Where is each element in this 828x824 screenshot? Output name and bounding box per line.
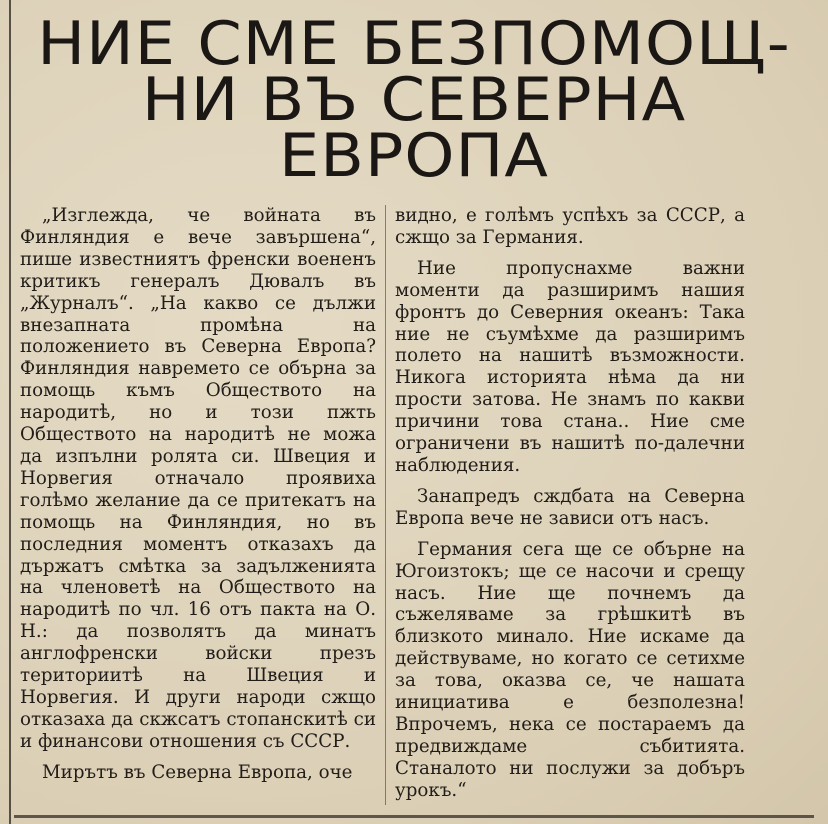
article-column-right: [395, 205, 745, 802]
bottom-border-rule: [14, 815, 814, 818]
paragraph: видно, е голѣмъ успѣхъ за СССР, а сжщо за Германия.: [395, 205, 745, 248]
paragraph: Мирътъ въ Северна Европа, оче: [42, 761, 353, 783]
headline-line-2: НИ ВЪ СЕВЕРНА: [141, 65, 687, 135]
headline-line-3: ЕВРОПА: [279, 121, 549, 191]
article-column-left: [20, 205, 376, 784]
headline-line-1: НИЕ СМЕ БЕЗПОМОЩ-: [37, 9, 791, 79]
column-divider: [385, 205, 386, 805]
paragraph: Ние пропуснахме важни моменти да разширимъ нашия фронтъ до Северния океанъ: Така ние не съумѣхме да разширимъ полето на нашитѣ възможности. Никога историята нѣма да ни прости затова. Не знамъ по какви причини това стана.. Ние сме ограничени въ нашитѣ по-далечни наблюдения.: [395, 257, 745, 476]
paragraph: Занапредъ сждбата на Северна Европа вече не зависи отъ насъ.: [395, 485, 745, 529]
headline: [0, 9, 828, 191]
paragraph: Германия сега ще се обърне на Югоизтокъ; ще се насочи и срещу насъ. Ние ще почнемъ да съжеляваме за грѣшкитѣ въ близкото минало. Ние искаме да действуваме, но когато се сетихме за това, оказва се, че нашата инициатива е безполезна! Впрочемъ, нека се постараемъ да предвиждаме събитията. Станалото ни послужи за добъръ урокъ.“: [395, 538, 745, 801]
paragraph: „Изглежда, че войната въ Финляндия е вече завършена“, пише известниятъ френски воененъ критикъ генералъ Дювалъ въ „Журналъ“. „На какво се дължи внезапната промѣна на положението въ Северна Европа? Финляндия навремето се обърна за помощь къмъ Обществото на народитѣ, но и този пжть Обществото на народитѣ не можа да изпълни ролята си. Швеция и Норвегия отначало проявиха голѣмо желание да се притекатъ на помощь на Финляндия, но въ последния моментъ отказахъ да държатъ смѣтка за задълженията на членоветѣ на Обществото на народитѣ по чл. 16 отъ пакта на О. Н.: да позволятъ да минатъ англофренски войски презъ териториитѣ на Швеция и Норвегия. И други народи сжщо отказаха да скжсатъ стопанскитѣ си и финансови отношения съ СССР.: [20, 205, 376, 752]
